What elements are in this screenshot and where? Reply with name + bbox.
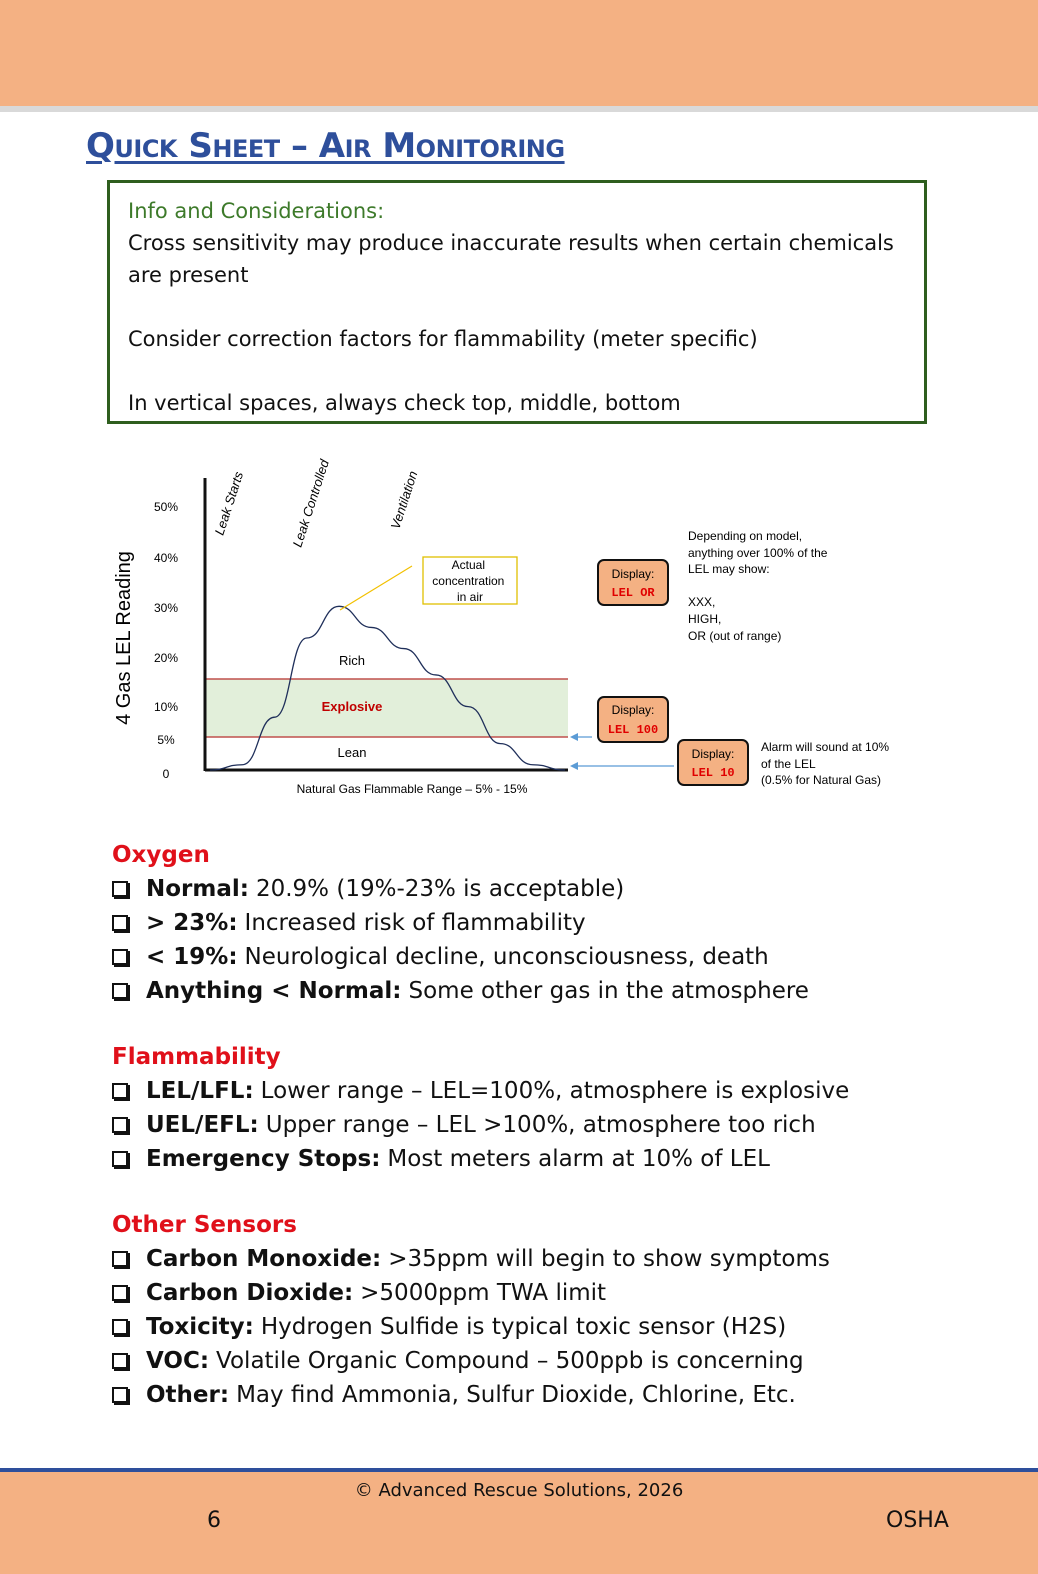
checkbox-icon <box>112 881 128 897</box>
display-lel-or <box>598 560 668 605</box>
item-label: UEL/EFL: <box>146 1112 259 1138</box>
oxygen-section <box>112 838 809 1008</box>
checkbox-icon <box>112 1151 128 1167</box>
item-text: Most meters alarm at 10% of LEL <box>387 1146 770 1172</box>
y-tick-label: 40% <box>153 551 179 565</box>
list-item <box>112 1344 830 1378</box>
item-label: LEL/LFL: <box>146 1078 254 1104</box>
list-item <box>112 1310 830 1344</box>
checkbox-icon <box>112 915 128 931</box>
item-text: Lower range – LEL=100%, atmosphere is explosive <box>260 1078 850 1104</box>
item-label: Normal: <box>146 876 249 902</box>
info-line: Consider correction factors for flammability (meter specific) <box>128 327 758 351</box>
list-item <box>112 940 809 974</box>
event-label-leak-controlled: Leak Controlled <box>289 457 332 549</box>
list-item <box>112 1276 830 1310</box>
display-label: Display: <box>611 703 655 717</box>
event-label-leak-starts: Leak Starts <box>211 469 247 537</box>
x-axis-label: Natural Gas Flammable Range – 5% - 15% <box>296 782 528 796</box>
y-tick-label: 10% <box>153 700 179 714</box>
header-band <box>0 0 1038 106</box>
flammability-section <box>112 1040 849 1176</box>
item-text: 20.9% (19%-23% is acceptable) <box>255 876 625 902</box>
footer-tag: OSHA <box>886 1508 949 1533</box>
checkbox-icon <box>112 1285 128 1301</box>
flammability-title: Flammability <box>112 1044 281 1070</box>
explosive-band <box>205 679 568 737</box>
list-item <box>112 1142 849 1176</box>
info-box <box>107 180 927 424</box>
info-line: Cross sensitivity may produce inaccurate results when certain chemicals <box>128 231 894 255</box>
page-number: 6 <box>207 1508 221 1533</box>
item-label: Anything < Normal: <box>146 978 402 1004</box>
info-line: In vertical spaces, always check top, middle, bottom <box>128 391 681 415</box>
item-text: Increased risk of flammability <box>244 910 586 936</box>
callout-text: Actual concentration in air <box>432 558 505 604</box>
item-text: Hydrogen Sulfide is typical toxic sensor (H2S) <box>260 1314 787 1340</box>
item-text: May find Ammonia, Sulfur Dioxide, Chlorine, Etc. <box>236 1382 796 1408</box>
arrow-head <box>570 733 578 741</box>
item-text: Volatile Organic Compound – 500ppb is concerning <box>216 1348 804 1374</box>
item-label: VOC: <box>146 1348 210 1374</box>
y-axis-label: 4 Gas LEL Reading <box>113 551 135 725</box>
item-text: Upper range – LEL >100%, atmosphere too rich <box>265 1112 816 1138</box>
y-tick-label: 20% <box>153 651 179 665</box>
item-label: Emergency Stops: <box>146 1146 381 1172</box>
oxygen-title: Oxygen <box>112 842 210 868</box>
page-title: Quick Sheet – Air Monitoring <box>86 126 565 166</box>
note-alarm: Alarm will sound at 10% of the LEL (0.5% for Natural Gas) <box>761 740 890 787</box>
y-tick-label: 0 <box>162 767 170 781</box>
display-lel-100 <box>598 697 668 742</box>
display-label: Display: <box>691 747 735 761</box>
y-tick-label: 30% <box>153 601 179 615</box>
lel-chart <box>100 448 940 808</box>
item-text: Neurological decline, unconsciousness, death <box>244 944 769 970</box>
checkbox-icon <box>112 1251 128 1267</box>
arrow-head <box>570 762 578 770</box>
item-text: >5000ppm TWA limit <box>360 1280 607 1306</box>
band-label-lean: Lean <box>337 745 367 760</box>
y-tick-label: 5% <box>157 733 175 747</box>
list-item <box>112 1242 830 1276</box>
display-label: Display: <box>611 567 655 581</box>
list-item <box>112 1108 849 1142</box>
list-item <box>112 872 809 906</box>
callout-leader <box>340 566 412 610</box>
checkbox-icon <box>112 1117 128 1133</box>
item-label: Carbon Monoxide: <box>146 1246 382 1272</box>
list-item <box>112 1074 849 1108</box>
display-value: LEL 100 <box>607 723 659 737</box>
list-item <box>112 974 809 1008</box>
info-title: Info and Considerations: <box>128 199 385 223</box>
y-tick-label: 50% <box>153 500 179 514</box>
other-sensors-section <box>112 1208 830 1412</box>
checkbox-icon <box>112 949 128 965</box>
event-label-ventilation: Ventilation <box>387 469 421 531</box>
item-text: Some other gas in the atmosphere <box>408 978 809 1004</box>
display-lel-10 <box>678 740 748 785</box>
checkbox-icon <box>112 1353 128 1369</box>
checkbox-icon <box>112 1319 128 1335</box>
band-label-explosive: Explosive <box>321 699 383 714</box>
item-label: Carbon Dioxide: <box>146 1280 354 1306</box>
display-value: LEL 10 <box>691 766 735 780</box>
other-sensors-title: Other Sensors <box>112 1212 297 1238</box>
item-label: Other: <box>146 1382 230 1408</box>
footer-copyright: © Advanced Rescue Solutions, 2026 <box>354 1480 684 1501</box>
list-item <box>112 906 809 940</box>
band-label-rich: Rich <box>338 653 366 668</box>
display-value: LEL OR <box>611 586 655 600</box>
item-label: < 19%: <box>146 944 238 970</box>
checkbox-icon <box>112 1387 128 1403</box>
list-item <box>112 1378 830 1412</box>
item-text: >35ppm will begin to show symptoms <box>388 1246 830 1272</box>
checkbox-icon <box>112 983 128 999</box>
header-divider <box>0 106 1038 112</box>
item-label: > 23%: <box>146 910 238 936</box>
info-line: are present <box>128 263 249 287</box>
checkbox-icon <box>112 1083 128 1099</box>
item-label: Toxicity: <box>146 1314 254 1340</box>
note-out-of-range: Depending on model, anything over 100% of the LEL may show: XXX, HIGH, OR (out of range) <box>688 529 828 643</box>
